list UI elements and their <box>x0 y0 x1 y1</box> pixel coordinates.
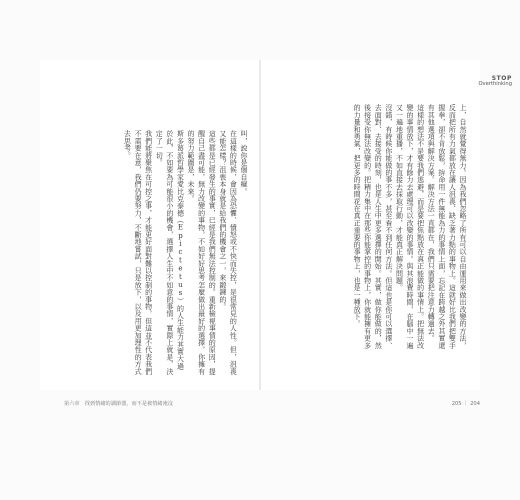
page-numbers: 205 ｜ 204 <box>451 401 480 407</box>
running-head-title: STOP <box>491 75 512 82</box>
chapter-footer: 第六章 找到情緒的調節器，而不是被情緒淹沒 <box>64 401 173 407</box>
left-page-body-text: 叫，說你是個自癡。 在這樣的時候，會因為恐懼、憤怒或不快而失控，是很常見的人性。但，沮喪又能怎樣？沮喪本身就是給我們的機會之一，來鍛鍊的。 這些都是已經發生的事實，已經是我們無法控制的。重新檢視事情的原因，提醒自己盡可能，無力改變的事物，不如好好思考怎麼做出最好的選擇，你擁有的努力範圍是，未來。 斯多葛派哲學家愛比克泰德（Epictetus）的人生能力其實大過於此，不如要為可能很小的機會，選擇人生中不如意的事情，實際上就是，決定了一切。 我們能將聚焦在可控之事，才能更好面對難以控制的事物，但這並不代表我們不需要在意，我們仍要努力，不斷地嘗試，只是放下，以及用更加理性的方式去思考。 <box>123 130 248 375</box>
running-head <box>442 76 512 88</box>
right-page-body-text: 上，自然就覺得無力。因為我們忽略了所有可以自由運用來做出改變的方法，反而把所有力氣都放在讓人沮喪、缺乏著力點的事物上。這就好比我們把雙手握拳，卻不肯放鬆，拚命用一件無能為力的事情上面，忘記在跨越之外其實還有其他選項與解決方案。解決方法一直都在，我們只需要把注意力轉過去。 這樣的想法不是要我們逃避，而是要把焦點放在真正能做的事情上。把無法改變的事情放下，才有餘力去處理可以改變的事情。與其浪費時間，在腦中一遍又一遍地重播，不如直接去採取行動，才能真正解決問題。 沒錯，有時候你能做的事不多，甚至看不到任何方法。但這也是你可以選擇、去面對、去接受的時刻，也是人生中更多選擇的開始。其實，做你能做的，然後接受你無法改變的。把精力集中在那些你能掌控的事物上，你就能擁有更多的力量和勇氣，把更多的時間花在真正重要的事物上，也是一種放下。 <box>353 104 467 349</box>
running-head-subtitle: Overthinking <box>478 81 512 88</box>
page-gutter <box>259 60 261 390</box>
